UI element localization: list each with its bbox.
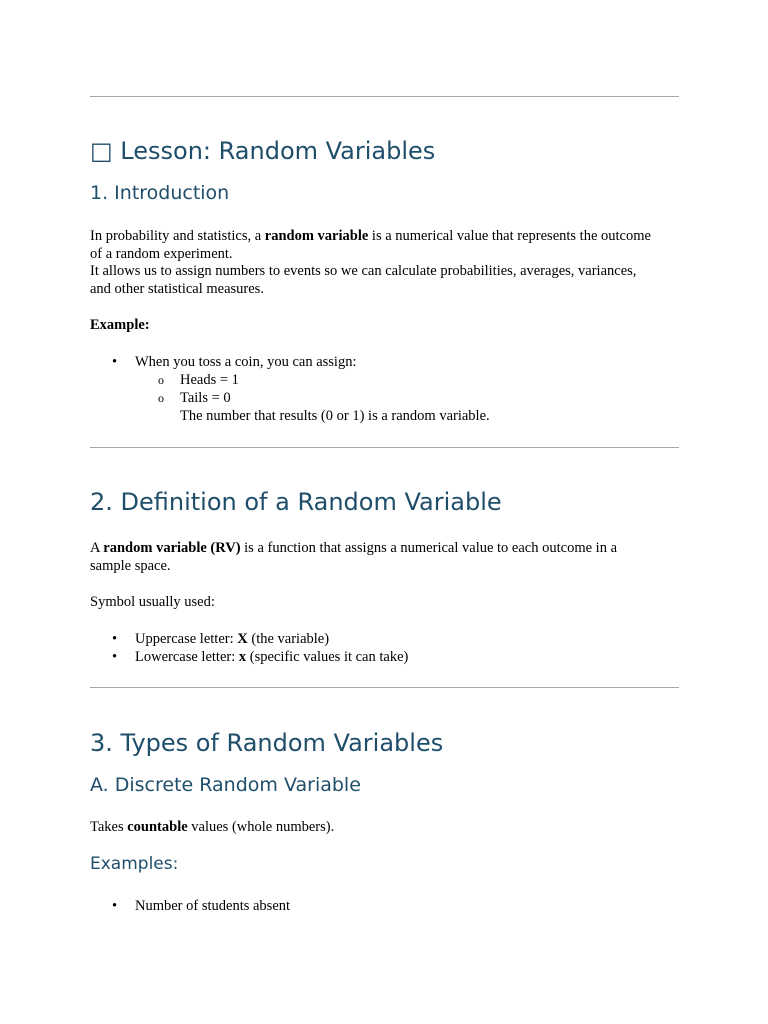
section-divider [90,687,679,688]
coin-sublist [90,371,490,407]
list-item-text: Lowercase letter: [135,649,239,665]
sub-list-item-text: Heads = 1 [180,372,239,388]
section-definition-heading: 2. Definition of a Random Variable [90,488,502,516]
discrete-examples-list [90,897,290,915]
example-label [90,317,679,335]
symbol-label: Symbol usually used: [90,594,215,610]
intro-bold-term: random variable [264,228,369,244]
list-item-text: When you toss a coin, you can assign: [135,354,357,370]
intro-line-3: It allows us to assign numbers to events so we can calculate probabilities, averages, variances, [90,263,637,279]
sub-list-item [90,389,490,407]
sub-list-note: The number that results (0 or 1) is a random variable. [180,408,490,424]
top-divider [90,96,679,97]
section-introduction-heading: 1. Introduction [90,182,230,204]
discrete-subheading: A. Discrete Random Variable [90,774,361,796]
bullet-marker: • [112,898,118,914]
intro-line-2: of a random experiment. [90,245,233,262]
definition-bold-term: random variable (RV) [103,540,241,556]
list-item-text-end: (specific values it can take) [246,649,409,665]
bullet-marker: • [112,354,118,370]
discrete-text-end: values (whole numbers). [187,819,335,835]
list-item [90,897,290,915]
symbol-list [90,630,408,666]
discrete-text-start: Takes [90,819,128,835]
list-item [90,648,408,666]
list-item-text: Uppercase letter: [135,631,238,647]
definition-paragraph [90,540,679,575]
bullet-marker: • [112,649,118,665]
list-item [90,353,490,425]
list-item-text-end: (the variable) [247,631,330,647]
intro-line-4: and other statistical measures. [90,280,264,297]
list-item [90,630,408,648]
sub-list-item [90,371,490,389]
bullet-marker: • [112,631,118,647]
example-list [90,353,490,425]
sub-list-item-text: Tails = 0 [180,390,231,406]
definition-line-2: sample space. [90,557,171,574]
uppercase-symbol: X [237,631,248,647]
list-item-text: Number of students absent [135,898,291,914]
introduction-paragraph [90,228,679,298]
intro-text-start: In probability and statistics, a [90,228,265,244]
discrete-description [90,819,679,837]
lowercase-symbol: x [238,649,247,665]
examples-heading: Examples: [90,854,179,874]
definition-text-end: is a function that assigns a numerical value to each outcome in a [240,540,618,556]
discrete-bold-term: countable [127,819,188,835]
section-types-heading: 3. Types of Random Variables [90,729,444,757]
sub-bullet-marker: o [158,373,164,387]
definition-text-start: A [90,540,104,556]
sub-bullet-marker: o [158,391,164,405]
section-divider [90,447,679,448]
lesson-title: □ Lesson: Random Variables [90,137,436,165]
example-label-text: Example: [90,317,150,333]
intro-text-end: is a numerical value that represents the outcome [368,228,651,244]
